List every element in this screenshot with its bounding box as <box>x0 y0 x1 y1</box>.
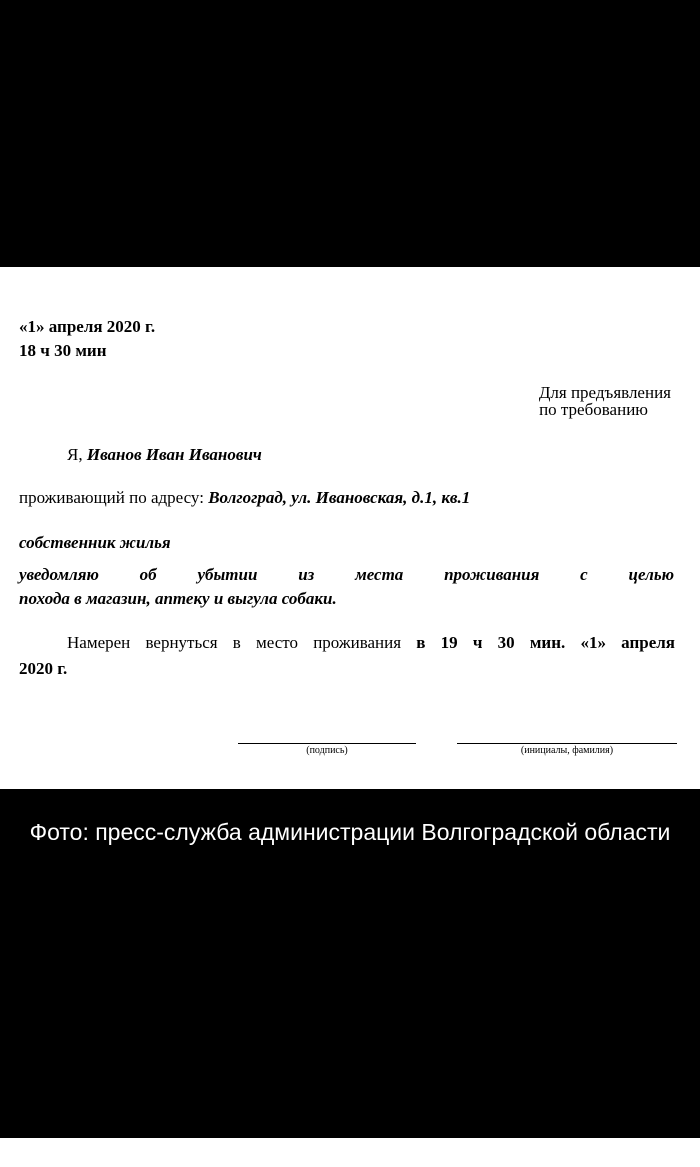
initials-caption: (инициалы, фамилия) <box>520 745 614 756</box>
name-prefix: Я, <box>67 445 87 464</box>
signature-rule <box>238 743 416 744</box>
bottom-strip <box>0 1138 700 1167</box>
initials-rule <box>457 743 677 744</box>
top-black-area <box>0 0 700 267</box>
return-line1 <box>67 633 675 653</box>
notice-line1: уведомляю об убытии из места проживания с целью <box>19 565 674 584</box>
document-time: 18 ч 30 мин <box>19 341 107 360</box>
return-prefix: Намерен вернуться в место проживания <box>67 633 417 652</box>
address-line <box>19 488 470 508</box>
name-line <box>67 445 262 465</box>
photo-caption: Фото: пресс-служба администрации Волгоградской области <box>29 819 671 845</box>
owner-status: собственник жилья <box>19 533 171 552</box>
address-value: Волгоград, ул. Ивановская, д.1, кв.1 <box>208 488 471 507</box>
return-year: 2020 г. <box>19 659 68 678</box>
requirement-note-line1: Для предъявления <box>538 383 671 402</box>
return-time: в 19 ч 30 мин. «1» апреля <box>416 633 675 652</box>
document-date: «1» апреля 2020 г. <box>19 317 156 336</box>
person-name: Иванов Иван Иванович <box>86 445 262 464</box>
address-prefix: проживающий по адресу: <box>19 488 209 507</box>
notice-line2: похода в магазин, аптеку и выгула собаки. <box>19 589 337 608</box>
document-image <box>0 267 700 789</box>
signature-caption: (подпись) <box>306 745 348 756</box>
requirement-note-line2: по требованию <box>539 400 648 419</box>
